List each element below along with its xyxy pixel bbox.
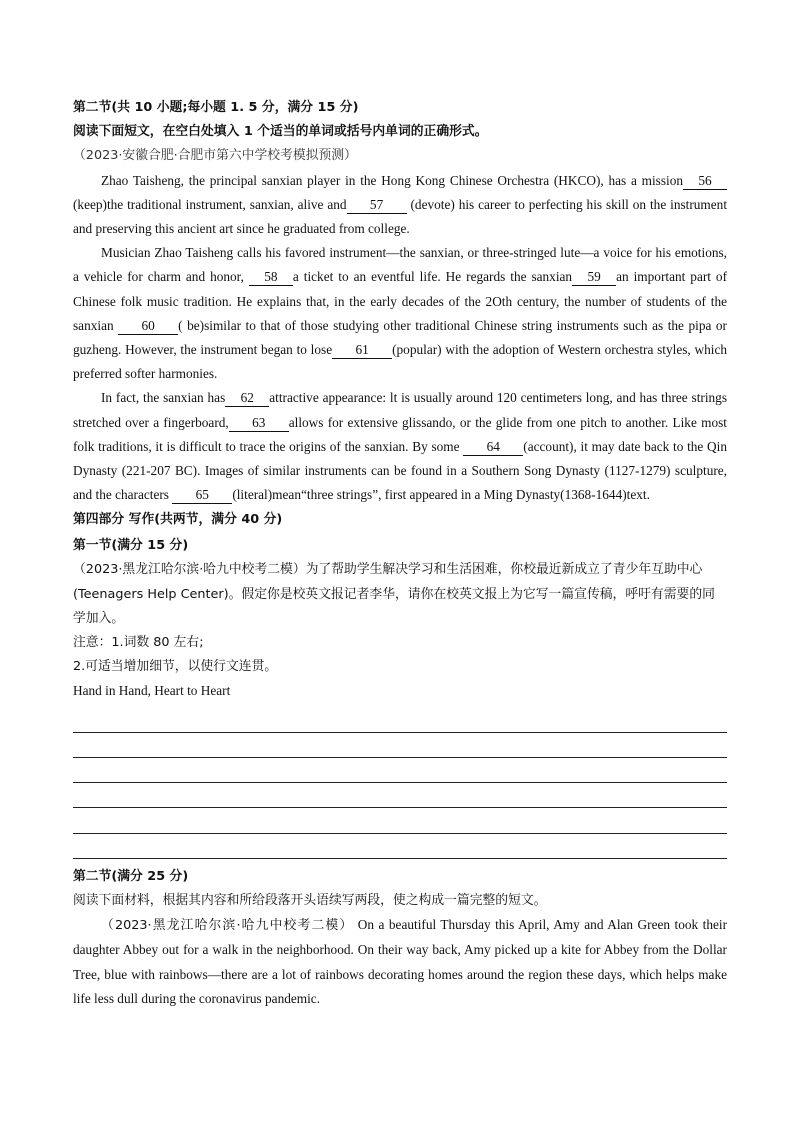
writing-line[interactable] [73,758,727,783]
part4-section2-instruction: 阅读下面材料，根据其内容和所给段落开头语续写两段，使之构成一篇完整的短文。 [73,893,547,908]
writing-line[interactable] [73,783,727,808]
blank-56[interactable]: 56 [683,173,727,190]
passage-text: ( be)similar to that of those studying other traditional Chinese string instruments such as the pipa or guzheng. However, the instrument began to lose [73,317,727,358]
blank-63[interactable]: 63 [229,415,289,432]
section2-title: 第二节(共 10 小题;每小题 1. 5 分，满分 15 分) [73,100,359,115]
passage-text: (devote) his career to perfecting his skill on the instrument and preserving this ancient art since he graduated from college. [73,196,728,237]
passage-paragraph-3 [73,386,727,507]
section2-source: （2023·安徽合肥·合肥市第六中学校考模拟预测） [73,148,357,164]
section2-passage-source: （2023·黑龙江哈尔滨·哈九中校考二模） [101,918,354,934]
section2-passage-text: On a beautiful Thursday this April, Amy and Alan Green took their daughter Abbey out for a walk in the neighborhood. On their way back, Amy picked up a kite for Abbey from the Dollar Tree, blue with rainbows—there are a lot of rainbows decorating homes around the region these days, which helps make life less dull during the coronavirus pandemic. [73,917,727,1006]
blank-57[interactable]: 57 [347,197,407,214]
passage-text: Zhao Taisheng, the principal sanxian player in the Hong Kong Chinese Orchestra (HKCO), has a mission [101,172,683,188]
blank-65[interactable]: 65 [172,487,232,504]
blank-58[interactable]: 58 [249,269,293,286]
part4-section2-passage [73,913,727,1011]
passage-paragraph-2 [73,241,727,386]
blank-61[interactable]: 61 [332,342,392,359]
writing-line[interactable] [73,808,727,833]
part4-title: 第四部分 写作(共两节，满分 40 分) [73,512,283,528]
passage-text: (account), it may date back to the Qin Dynasty (221-207 BC). Images of similar instruments can be found in a Southern Song Dynasty (1127-1279) sculpture, and the characters [73,438,727,503]
passage-text: In fact, the sanxian has [101,390,226,406]
document-page [73,96,727,1011]
part4-section1-prompt: （2023·黑龙江哈尔滨·哈九中校考二模）为了帮助学生解决学习和生活困难，你校最近新成立了青少年互助中心(Teenagers Help Center)。假定你是校英文报记者李华，请你在校英文报上为它写一篇宣传稿，呼吁有需要的同学加入。 [73,562,715,626]
writing-area[interactable] [73,708,727,859]
part4-section1-note1: 注意：1.词数 80 左右; [73,635,204,651]
passage-text: Musician Zhao Taisheng calls his favored instrument—the sanxian, or three-stringed lute—a voice for his emotions, a vehicle for charm and honor, [73,245,727,285]
passage-paragraph-1 [73,169,727,242]
passage-text: a ticket to an eventful life. He regards the sanxian [292,269,573,285]
passage-text: attractive appearance: lt is usually around 120 centimeters long, and has three strings stretched over a fingerboard, [73,390,727,430]
blank-60[interactable]: 60 [118,318,178,335]
writing-line[interactable] [73,708,727,733]
passage-text: an important part of Chinese folk music tradition. He explains that, in the early decades of the 2Oth century, the number of students of the sanxian [73,269,728,333]
passage-text: (literal)mean“three strings”, first appeared in a Ming Dynasty(1368-1644)text. [232,487,650,503]
writing-line[interactable] [73,834,727,859]
writing-line[interactable] [73,733,727,758]
passage-text: (popular) with the adoption of Western orchestra styles, which preferred softer harmonies. [73,342,727,382]
section2-instruction: 阅读下面短文，在空白处填入 1 个适当的单词或括号内单词的正确形式。 [73,124,488,140]
part4-section1-note2: 2.可适当增加细节，以使行文连贯。 [73,659,278,675]
blank-62[interactable]: 62 [225,390,269,407]
passage-text: (keep)the traditional instrument, sanxian, alive and [73,196,347,212]
blank-59[interactable]: 59 [572,269,616,286]
part4-section1-title: 第一节(满分 15 分) [73,538,189,554]
blank-64[interactable]: 64 [463,439,523,456]
passage-text: allows for extensive glissando, or the glide from one pitch to another. Like most folk traditions, it is difficult to trace the origins of the sanxian. By some [73,414,728,454]
part4-section2-title: 第二节(满分 25 分) [73,868,189,884]
essay-heading: Hand in Hand, Heart to Heart [73,683,231,699]
